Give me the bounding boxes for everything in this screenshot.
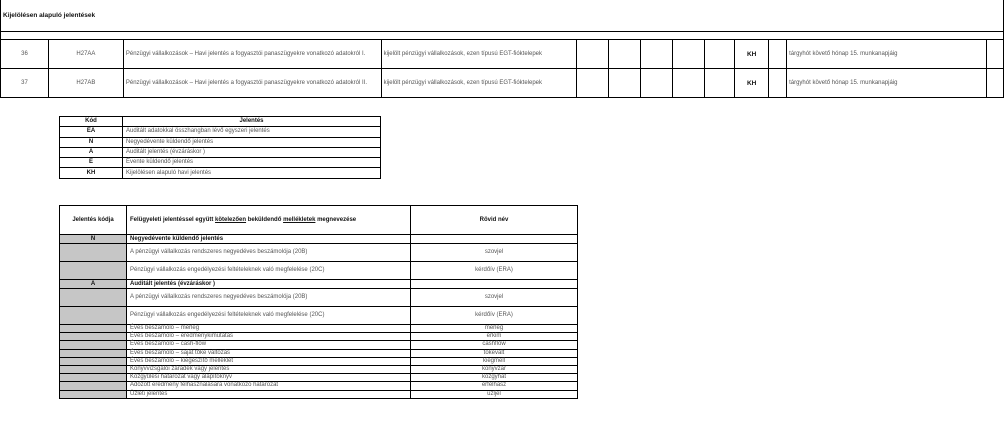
report-table — [0, 0, 1004, 98]
attachments-header-description: Felügyeleti jelentéssel együtt kötelezően beküldendő mellékletek megnevezése — [127, 206, 411, 235]
row-description: Pénzügyi vállalkozások – Havi jelentés a fogyasztói panaszügyekre vonatkozó adatokról II. — [123, 69, 381, 98]
table-row — [60, 357, 578, 365]
attachment-description: Könyvvizsgálói záradék vagy jelentés — [127, 365, 411, 373]
group-code: A — [60, 280, 127, 289]
attachment-description: Éves beszámoló – saját tőke változás — [127, 349, 411, 357]
section-title: Kijelölésen alapuló jelentések — [1, 0, 1004, 32]
row-code: H27AB — [48, 69, 123, 98]
row-reporters: kijelölt pénzügyi vállalkozások, ezen típusú EGT-fióktelepek — [381, 69, 577, 98]
group-title: Negyedévente küldendő jelentés — [127, 235, 411, 244]
row-number: 37 — [1, 69, 49, 98]
row-code-cell — [60, 390, 127, 398]
legend-text: Negyedévente küldendő jelentés — [123, 137, 381, 147]
section-header-row — [1, 0, 1004, 32]
row-code-cell — [60, 262, 127, 280]
legend-row — [60, 137, 381, 147]
row-code-cell — [60, 382, 127, 390]
attachment-description: Pénzügyi vállalkozás engedélyezési feltételeknek való megfelelése (20C) — [127, 262, 411, 280]
table-row — [60, 341, 578, 349]
row-code-cell — [60, 289, 127, 307]
attachment-description: Közgyűlési határozat vagy alapítóknyv — [127, 374, 411, 382]
legend-row — [60, 158, 381, 168]
row-number: 36 — [1, 40, 49, 69]
table-row — [60, 289, 578, 307]
attachment-description: Pénzügyi vállalkozás engedélyezési feltételeknek való megfelelése (20C) — [127, 307, 411, 325]
legend-text: Évente küldendő jelentés — [123, 158, 381, 168]
group-title: Auditált jelentés (évzáráskor ) — [127, 280, 411, 289]
table-row — [60, 325, 578, 333]
legend-header-report: Jelentés — [123, 117, 381, 127]
table-row — [1, 69, 1004, 98]
attachment-short-name: kérdőív (ERA) — [411, 307, 578, 325]
attachment-short-name: erfelhasz — [411, 382, 578, 390]
attachment-short-name: konyvzar — [411, 365, 578, 373]
attachment-short-name: szovjel — [411, 289, 578, 307]
attachment-description: Üzleti jelentés — [127, 390, 411, 398]
attachment-description: A pénzügyi vállalkozás rendszeres negyedéves beszámolója (20B) — [127, 289, 411, 307]
attachment-group-row — [60, 280, 578, 289]
table-row — [60, 390, 578, 398]
row-code-cell — [60, 374, 127, 382]
attachments-header-code: Jelentés kódja — [60, 206, 127, 235]
attachment-short-name: szovjel — [411, 244, 578, 262]
row-code-cell — [60, 325, 127, 333]
legend-code: E — [60, 158, 123, 168]
row-description: Pénzügyi vállalkozások – Havi jelentés a fogyasztói panaszügyekre vonatkozó adatokról I. — [123, 40, 381, 69]
attachment-description: Éves beszámoló – cash-flow — [127, 341, 411, 349]
legend-code: KH — [60, 168, 123, 178]
table-row — [1, 40, 1004, 69]
legend-text: Auditált jelentés (évzáráskor ) — [123, 147, 381, 157]
attachment-short-name: kérdőív (ERA) — [411, 262, 578, 280]
table-row — [60, 382, 578, 390]
attachments-header-short-name: Rövid név — [411, 206, 578, 235]
legend-table — [59, 116, 381, 179]
table-row — [60, 349, 578, 357]
legend-code: N — [60, 137, 123, 147]
legend-code: EA — [60, 127, 123, 137]
attachment-description: Éves beszámoló – mérleg — [127, 325, 411, 333]
table-row — [60, 244, 578, 262]
row-code-cell — [60, 349, 127, 357]
row-deadline: tárgyhót követő hónap 15. munkanapjáig — [787, 69, 987, 98]
table-row — [60, 374, 578, 382]
attachment-short-name: kiegmell — [411, 357, 578, 365]
attachments-table — [59, 205, 578, 399]
attachment-short-name: uzljel — [411, 390, 578, 398]
group-code: N — [60, 235, 127, 244]
attachment-short-name: tokevalt — [411, 349, 578, 357]
row-code-cell — [60, 357, 127, 365]
row-deadline: tárgyhót követő hónap 15. munkanapjáig — [787, 40, 987, 69]
table-row — [60, 262, 578, 280]
legend-code: A — [60, 147, 123, 157]
table-row — [60, 307, 578, 325]
row-code-cell — [60, 244, 127, 262]
attachment-short-name: kozgyhat — [411, 374, 578, 382]
attachment-description: Adózott eredmény felhasználására vonatkozó határozat — [127, 382, 411, 390]
row-code-cell — [60, 307, 127, 325]
attachment-description: Éves beszámoló – eredménykimutatás — [127, 333, 411, 341]
attachment-description: A pénzügyi vállalkozás rendszeres negyedéves beszámolója (20B) — [127, 244, 411, 262]
legend-text: Kijelölésen alapuló havi jelentés — [123, 168, 381, 178]
legend-text: Auditált adatokkal összhangban lévő egyszeri jelentés — [123, 127, 381, 137]
row-code-cell — [60, 333, 127, 341]
legend-header-code: Kód — [60, 117, 123, 127]
table-row — [60, 333, 578, 341]
legend-row — [60, 168, 381, 178]
row-code: H27AA — [48, 40, 123, 69]
legend-row — [60, 127, 381, 137]
attachment-group-row — [60, 235, 578, 244]
attachment-short-name: cashflow — [411, 341, 578, 349]
attachment-short-name: merleg — [411, 325, 578, 333]
attachment-description: Éves beszámoló – kiegészítő melléklet — [127, 357, 411, 365]
row-reporters: kijelölt pénzügyi vállalkozások, ezen típusú EGT-fióktelepek — [381, 40, 577, 69]
row-kind: KH — [735, 69, 769, 98]
row-code-cell — [60, 365, 127, 373]
table-row — [60, 365, 578, 373]
row-code-cell — [60, 341, 127, 349]
legend-row — [60, 147, 381, 157]
row-kind: KH — [735, 40, 769, 69]
attachment-short-name: erkim — [411, 333, 578, 341]
